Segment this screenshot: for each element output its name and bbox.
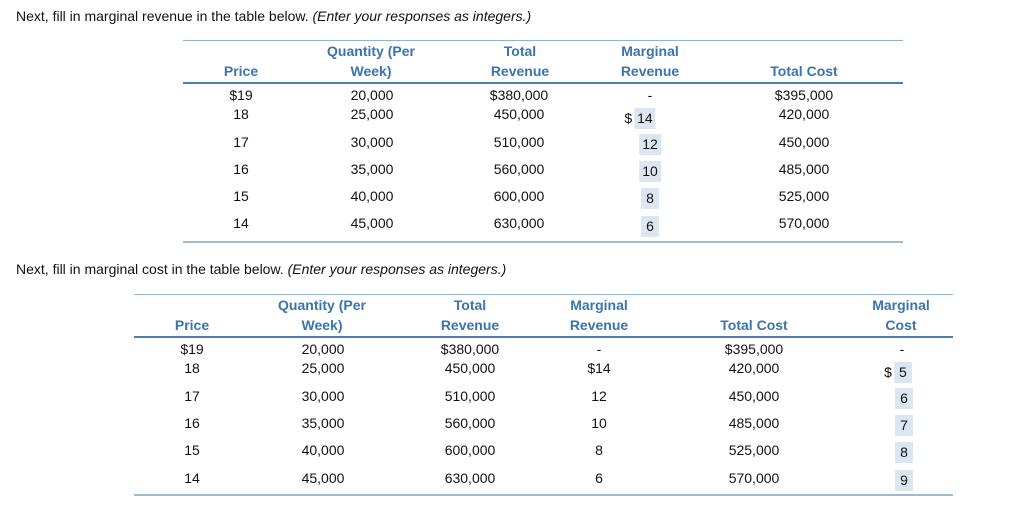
marginal-cost-cell [895, 470, 913, 491]
marginal-revenue-cell: 12 [591, 388, 607, 404]
instruction-marginal-cost [16, 261, 506, 277]
instruction-text: Next, fill in marginal revenue in the table below. [16, 8, 309, 24]
dollar-prefix: $ [884, 364, 892, 380]
total-revenue-cell: 450,000 [444, 360, 496, 376]
header-total-cost: Total Cost [770, 63, 838, 79]
price-cell: 17 [233, 134, 249, 150]
marginal-cost-cell: - [899, 341, 905, 357]
header-total-revenue: Total Revenue [440, 297, 500, 333]
instruction-note: (Enter your responses as integers.) [287, 261, 507, 277]
total-cost-cell: $395,000 [724, 341, 784, 357]
header-total-cost: Total Cost [720, 317, 788, 333]
price-cell: 18 [233, 106, 249, 122]
header-price: Price [223, 63, 259, 79]
marginal-revenue-answer[interactable]: 6 [641, 216, 659, 237]
price-cell: $19 [229, 87, 253, 103]
marginal-cost-answer[interactable]: 8 [895, 442, 913, 463]
marginal-revenue-cell: 6 [595, 470, 603, 486]
marginal-cost-answer[interactable]: 7 [895, 415, 913, 436]
total-cost-cell: 485,000 [728, 415, 780, 431]
marginal-cost-cell [895, 415, 913, 436]
total-revenue-cell: 630,000 [444, 470, 496, 486]
marginal-revenue-cell [641, 188, 659, 209]
header-marginal-cost: Marginal Cost [872, 297, 930, 333]
marginal-cost-cell [884, 362, 912, 383]
marginal-cost-answer[interactable]: 5 [894, 362, 912, 383]
quantity-cell: 30,000 [350, 134, 394, 150]
total-cost-cell: 570,000 [778, 215, 830, 231]
header-marginal-revenue: Marginal Revenue [620, 43, 680, 79]
marginal-cost-cell [895, 442, 913, 463]
table-top-rule [134, 294, 953, 295]
quantity-cell: 35,000 [301, 415, 345, 431]
total-revenue-cell: 600,000 [444, 442, 496, 458]
header-rule [183, 82, 903, 84]
price-cell: 15 [184, 442, 200, 458]
marginal-revenue-answer[interactable]: 14 [634, 108, 656, 129]
total-cost-cell: 570,000 [728, 470, 780, 486]
price-cell: 16 [184, 415, 200, 431]
total-cost-cell: 450,000 [778, 134, 830, 150]
total-revenue-cell: $380,000 [440, 341, 500, 357]
total-cost-cell: 485,000 [778, 161, 830, 177]
total-revenue-cell: 630,000 [493, 215, 545, 231]
marginal-revenue-answer[interactable]: 12 [639, 134, 661, 155]
total-cost-cell: 525,000 [728, 442, 780, 458]
quantity-cell: 30,000 [301, 388, 345, 404]
marginal-revenue-cell [641, 216, 659, 237]
marginal-cost-answer[interactable]: 6 [895, 388, 913, 409]
price-cell: $19 [180, 341, 204, 357]
instruction-marginal-revenue [16, 8, 531, 24]
total-revenue-cell: $380,000 [489, 87, 549, 103]
quantity-cell: 40,000 [301, 442, 345, 458]
marginal-revenue-answer[interactable]: 10 [639, 161, 661, 182]
total-revenue-cell: 450,000 [493, 106, 545, 122]
total-revenue-cell: 560,000 [444, 415, 496, 431]
marginal-revenue-cell: 8 [595, 442, 603, 458]
quantity-cell: 20,000 [350, 87, 394, 103]
price-cell: 15 [233, 188, 249, 204]
instruction-note: (Enter your responses as integers.) [312, 8, 532, 24]
total-revenue-cell: 510,000 [444, 388, 496, 404]
header-price: Price [174, 317, 210, 333]
table-bottom-rule [183, 241, 903, 243]
quantity-cell: 40,000 [350, 188, 394, 204]
marginal-revenue-cell: - [596, 341, 602, 357]
quantity-cell: 45,000 [301, 470, 345, 486]
marginal-revenue-cell [639, 134, 661, 155]
quantity-cell: 45,000 [350, 215, 394, 231]
total-revenue-cell: 560,000 [493, 161, 545, 177]
total-cost-cell: 420,000 [728, 360, 780, 376]
marginal-revenue-cell [624, 108, 655, 129]
marginal-cost-cell [895, 388, 913, 409]
header-quantity: Quantity (Per Week) [278, 297, 366, 333]
marginal-revenue-cell: 10 [591, 415, 607, 431]
total-cost-cell: 525,000 [778, 188, 830, 204]
price-cell: 14 [233, 215, 249, 231]
price-cell: 17 [184, 388, 200, 404]
price-cell: 14 [184, 470, 200, 486]
quantity-cell: 25,000 [350, 106, 394, 122]
quantity-cell: 20,000 [301, 341, 345, 357]
marginal-revenue-cell [639, 161, 661, 182]
marginal-revenue-answer[interactable]: 8 [641, 188, 659, 209]
header-marginal-revenue: Marginal Revenue [569, 297, 629, 333]
total-cost-cell: 450,000 [728, 388, 780, 404]
dollar-prefix: $ [624, 110, 633, 126]
quantity-cell: 35,000 [350, 161, 394, 177]
total-revenue-cell: 600,000 [493, 188, 545, 204]
instruction-text: Next, fill in marginal cost in the table below. [16, 261, 284, 277]
table-bottom-rule [134, 494, 953, 496]
marginal-cost-answer[interactable]: 9 [895, 470, 913, 491]
marginal-revenue-cell: $14 [587, 360, 611, 376]
price-cell: 16 [233, 161, 249, 177]
quantity-cell: 25,000 [301, 360, 345, 376]
total-cost-cell: $395,000 [774, 87, 834, 103]
header-quantity: Quantity (Per Week) [327, 43, 415, 79]
total-revenue-cell: 510,000 [493, 134, 545, 150]
total-cost-cell: 420,000 [778, 106, 830, 122]
header-total-revenue: Total Revenue [490, 43, 550, 79]
marginal-revenue-cell: - [647, 87, 653, 103]
price-cell: 18 [184, 360, 200, 376]
header-rule [134, 336, 953, 338]
